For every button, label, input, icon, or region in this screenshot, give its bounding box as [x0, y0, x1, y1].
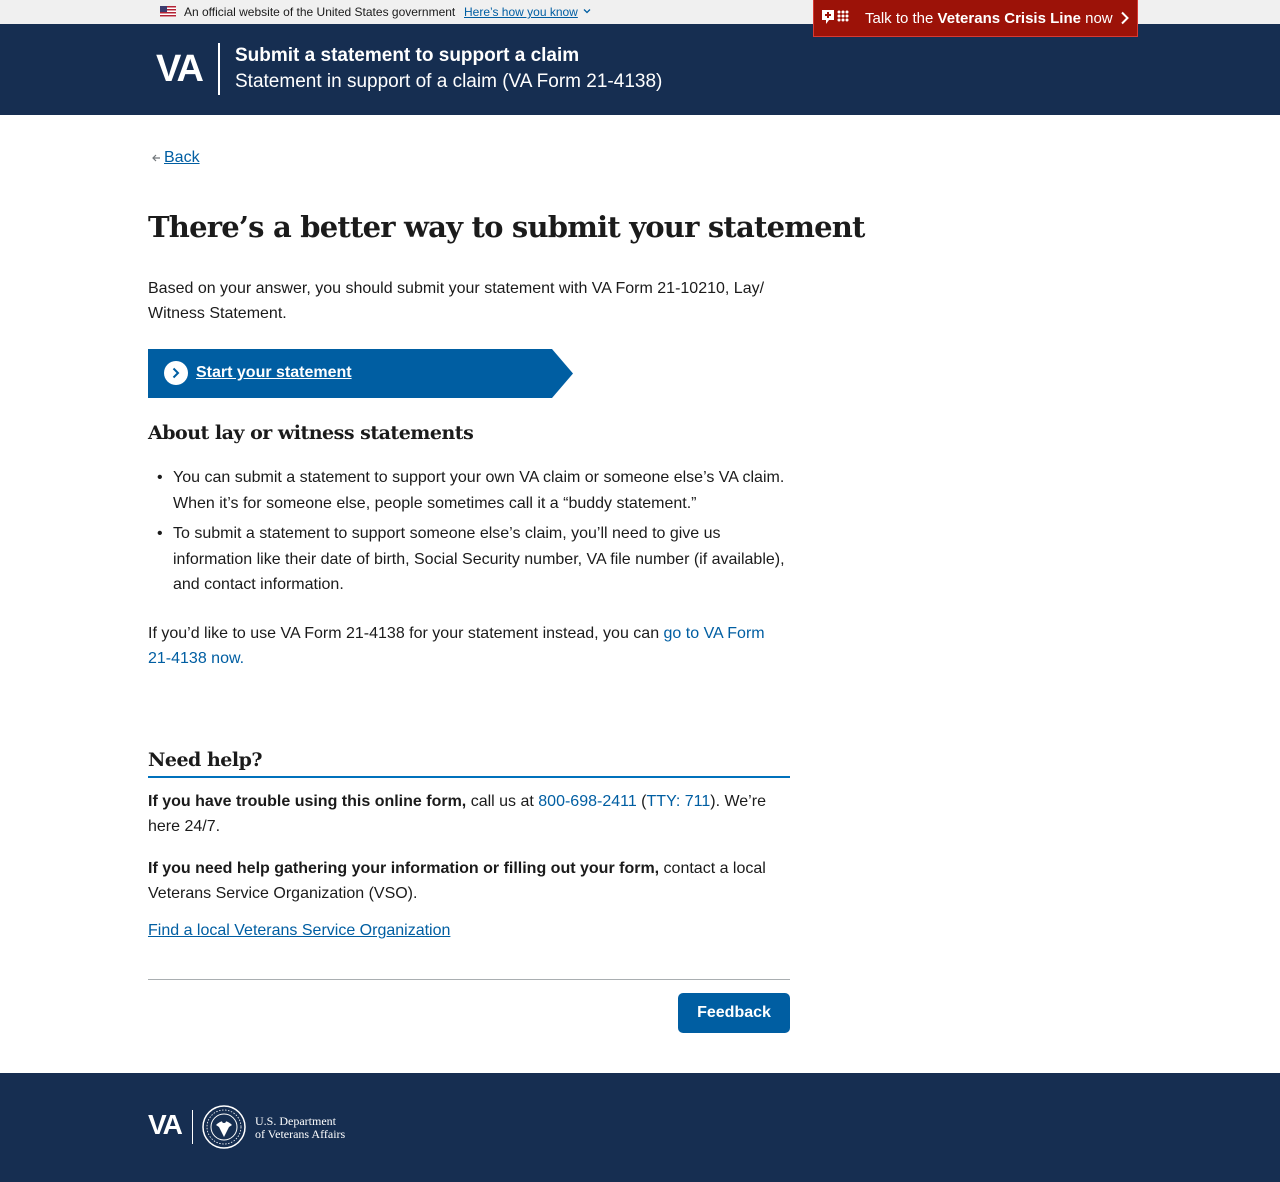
chevron-right-icon — [1120, 11, 1130, 25]
header-divider — [218, 43, 220, 95]
go-to-form-21-4138-link[interactable]: go to VA Form 21-4138 now. — [148, 625, 765, 667]
us-flag-icon — [160, 6, 176, 17]
use-form-instead-text: If you’d like to use VA Form 21-4138 for your statement instead, you can go to VA Form 21-4138 now. — [148, 625, 765, 667]
crisis-line-icon — [821, 8, 851, 28]
feedback-divider — [148, 979, 790, 980]
va-seal-icon — [202, 1105, 246, 1149]
form-title: Submit a statement to support a claim — [235, 45, 580, 66]
footer-logo-divider — [192, 1110, 193, 1144]
list-item: • To submit a statement to support someone else’s claim, you’ll need to give us information like their date of birth, Social Security number, VA file number (if available), and contact information. — [148, 521, 798, 598]
site-footer — [0, 1073, 1280, 1182]
list-item: • You can submit a statement to support your own VA claim or someone else’s VA claim. When it’s for someone else, people sometimes call it a “buddy statement.” — [148, 465, 798, 516]
intro-text: Based on your answer, you should submit your statement with VA Form 21-10210, Lay/ Witness Statement. — [148, 280, 765, 322]
tty-link[interactable]: TTY: 711 — [646, 793, 711, 810]
help-vso-text: If you need help gathering your information or filling out your form, contact a local Veterans Service Organization (VSO). — [148, 860, 766, 902]
need-help-heading: Need help? — [148, 749, 262, 771]
need-help-divider — [148, 776, 790, 778]
back-link[interactable]: Back — [164, 149, 200, 166]
find-vso-link[interactable]: Find a local Veterans Service Organization — [148, 922, 451, 939]
crisis-line-text: Talk to the Veterans Crisis Line now — [865, 10, 1113, 27]
page-title: There’s a better way to submit your statement — [148, 210, 865, 244]
start-your-statement-link[interactable] — [148, 349, 573, 398]
help-trouble-text: If you have trouble using this online form, call us at 800-698-2411 (TTY: 711). We’re here 24/7. — [148, 793, 766, 835]
chevron-circle-right-icon — [164, 361, 188, 385]
official-website-text: An official website of the United States government — [184, 5, 456, 19]
footer-dept-line2: of Veterans Affairs — [255, 1127, 346, 1141]
site-header — [0, 24, 1280, 115]
arrow-left-icon — [151, 153, 161, 163]
form-subtitle: Statement in support of a claim (VA Form 21-4138) — [235, 71, 663, 92]
about-list — [148, 465, 798, 603]
footer-va-logo[interactable]: VA — [148, 1109, 181, 1140]
phone-link[interactable]: 800-698-2411 — [538, 793, 637, 810]
footer-dept-line1: U.S. Department — [255, 1114, 336, 1128]
veterans-crisis-line-button[interactable] — [813, 0, 1138, 37]
chevron-down-icon[interactable] — [582, 6, 592, 16]
start-your-statement-label: Start your statement — [196, 364, 352, 381]
feedback-button[interactable]: Feedback — [678, 993, 790, 1033]
va-logo[interactable]: VA — [156, 48, 202, 90]
heres-how-you-know-link[interactable]: Here’s how you know — [464, 5, 578, 19]
about-heading: About lay or witness statements — [148, 422, 474, 444]
